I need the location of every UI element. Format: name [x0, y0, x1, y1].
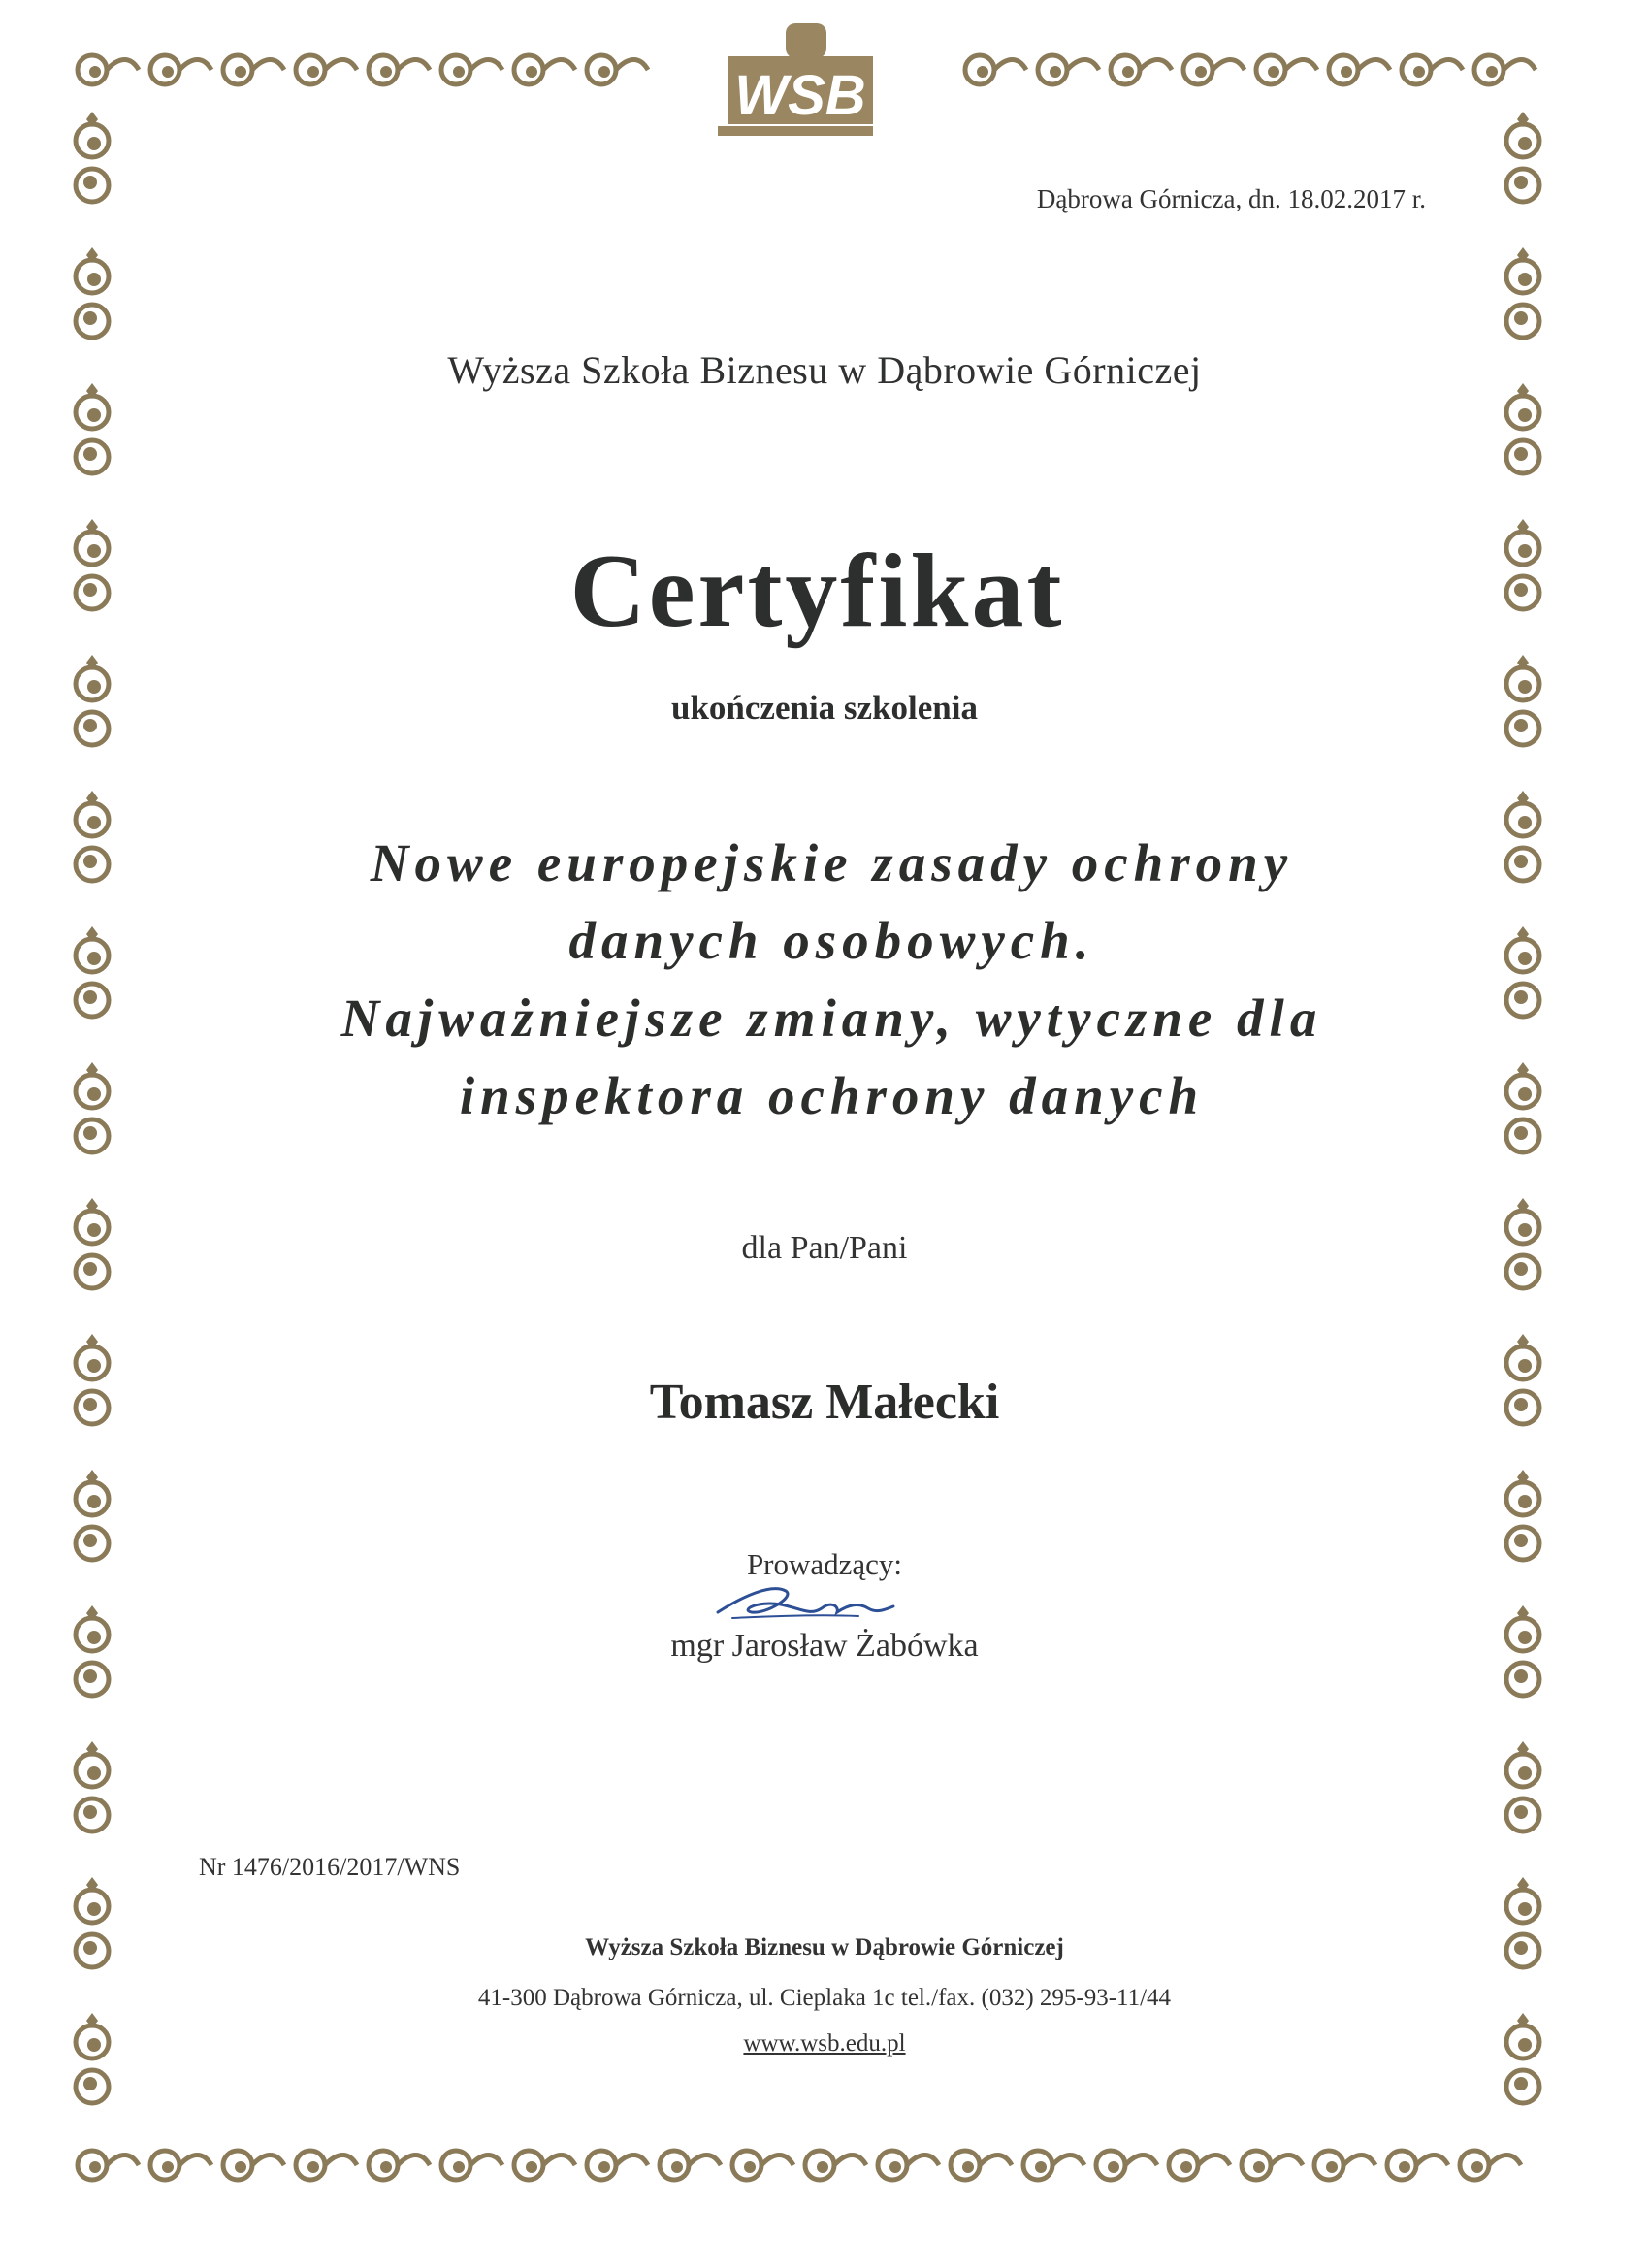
footer-address: 41-300 Dąbrowa Górnicza, ul. Cieplaka 1c tel./fax. (032) 295-93-11/44	[477, 1985, 1172, 2011]
instructor-name: mgr Jarosław Żabówka	[670, 1628, 979, 1664]
certificate-subtitle: ukończenia szkolenia	[670, 689, 978, 727]
border-top-right	[965, 55, 1536, 84]
certificate-number: Nr 1476/2016/2017/WNS	[199, 1853, 461, 1881]
wsb-logo	[718, 17, 883, 148]
course-title-line: inspektora ochrony danych	[459, 1066, 1205, 1125]
institution-name: Wyższa Szkoła Biznesu w Dąbrowie Górniczej	[447, 348, 1202, 392]
course-title-line: danych osobowych.	[568, 911, 1095, 970]
certificate-title: Certyfikat	[569, 534, 1065, 649]
recipient-label: dla Pan/Pani	[741, 1230, 908, 1266]
instructor-signature	[713, 1579, 897, 1630]
course-title	[0, 825, 1649, 1135]
logo-text: WSB	[734, 64, 866, 127]
issue-date: Dąbrowa Górnicza, dn. 18.02.2017 r.	[1036, 184, 1426, 213]
course-title-line: Nowe europejskie zasady ochrony	[370, 833, 1294, 892]
instructor-label: Prowadzący:	[746, 1547, 903, 1581]
border-top-left	[78, 55, 648, 84]
footer-website-link[interactable]: www.wsb.edu.pl	[743, 2030, 906, 2057]
course-title-line: Najważniejsze zmiany, wytyczne dla	[340, 988, 1323, 1048]
border-bottom	[78, 2151, 1521, 2180]
footer-institution: Wyższa Szkoła Biznesu w Dąbrowie Górniczej	[585, 1934, 1064, 1960]
recipient-name: Tomasz Małecki	[649, 1375, 1000, 1430]
